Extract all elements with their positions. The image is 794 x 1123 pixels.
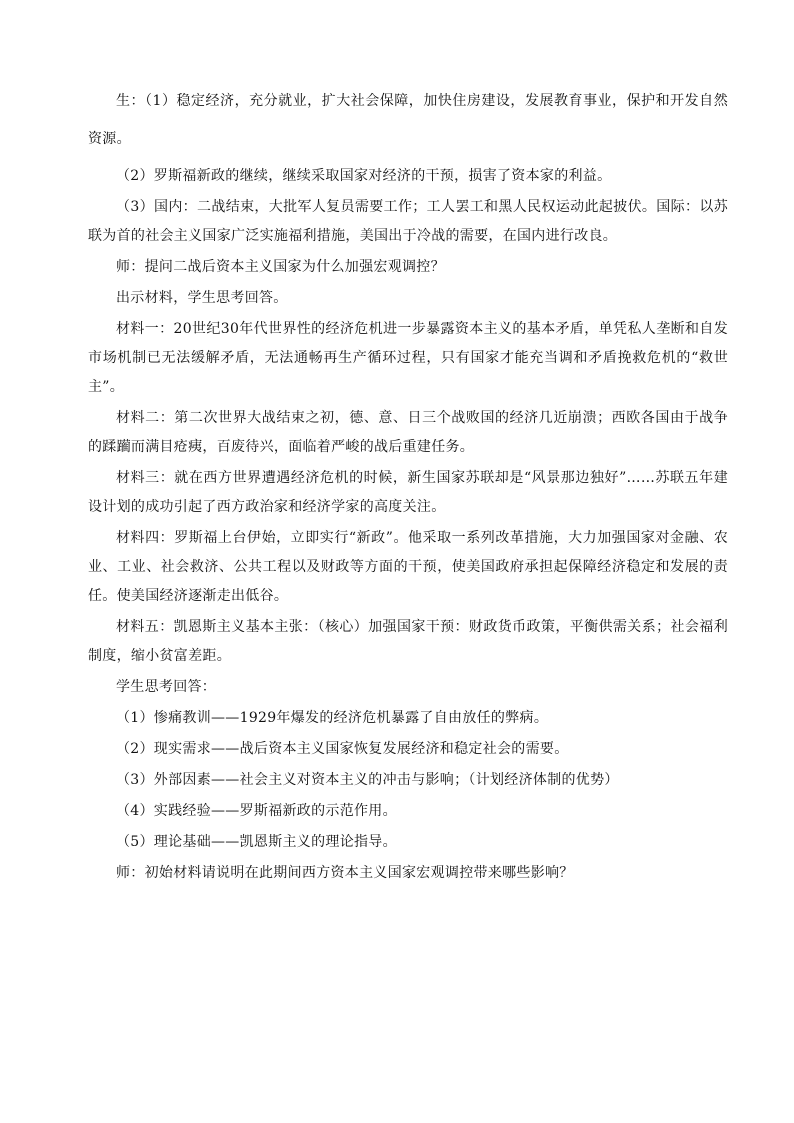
paragraph-show-material: 出示材料，学生思考回答。 (116, 290, 288, 306)
paragraph-material-2: 材料二：第二次世界大战结束之初，德、意、日三个战败国的经济几近崩溃；西欧各国由于战争的蹂躏而满目疮痍，百废待兴，面临着严峻的战后重建任务。 (88, 410, 728, 455)
paragraph-teacher-question: 师：提问二战后资本主义国家为什么加强宏观调控？ (116, 259, 445, 275)
paragraph-material-4: 材料四：罗斯福上台伊始，立即实行“新政”。他采取一系列改革措施，大力加强国家对金融、农业、工业、社会救济、公共工程以及财政等方面的干预，使美国政府承担起保障经济稳定和发展的责任。使美国经济逐渐走出低谷。 (88, 530, 728, 604)
paragraph-student-answer-2: （2）罗斯福新政的继续，继续采取国家对经济的干预，损害了资本家的利益。 (116, 168, 612, 184)
list-item-reason-5: （5）理论基础——凯恩斯主义的理论指导。 (116, 834, 397, 850)
list-item-reason-3: （3）外部因素——社会主义对资本主义的冲击与影响；（计划经济体制的优势） (116, 772, 619, 788)
list-item-reason-2: （2）现实需求——战后资本主义国家恢复发展经济和稳定社会的需要。 (116, 741, 569, 757)
list-item-reason-4: （4）实践经验——罗斯福新政的示范作用。 (116, 803, 397, 819)
paragraph-material-1: 材料一：20世纪30年代世界性的经济危机进一步暴露资本主义的基本矛盾，单凭私人垄断和自发市场机制已无法缓解矛盾，无法通畅再生产循环过程，只有国家才能充当调和矛盾挽救危机的“救世主”。 (88, 321, 728, 395)
document-body (88, 82, 728, 890)
paragraph-student-answer-3: （3）国内：二战结束，大批军人复员需要工作；工人罢工和黑人民权运动此起披伏。国际：以苏联为首的社会主义国家广泛实施福利措施，美国出于冷战的需要，在国内进行改良。 (88, 199, 728, 244)
paragraph-student-answer-1: 生：（1）稳定经济，充分就业，扩大社会保障，加快住房建设，发展教育事业，保护和开发自然资源。 (88, 93, 728, 147)
paragraph-student-think: 学生思考回答： (116, 679, 217, 695)
paragraph-material-5: 材料五：凯恩斯主义基本主张：（核心）加强国家干预：财政货币政策，平衡供需关系；社会福利制度，缩小贫富差距。 (88, 619, 728, 664)
paragraph-teacher-followup: 师：初始材料请说明在此期间西方资本主义国家宏观调控带来哪些影响？ (116, 865, 574, 881)
paragraph-material-3: 材料三：就在西方世界遭遇经济危机的时候，新生国家苏联却是“风景那边独好”……苏联五年建设计划的成功引起了西方政治家和经济学家的高度关注。 (88, 470, 728, 515)
list-item-reason-1: （1）惨痛教训——1929年爆发的经济危机暴露了自由放任的弊病。 (116, 710, 549, 726)
